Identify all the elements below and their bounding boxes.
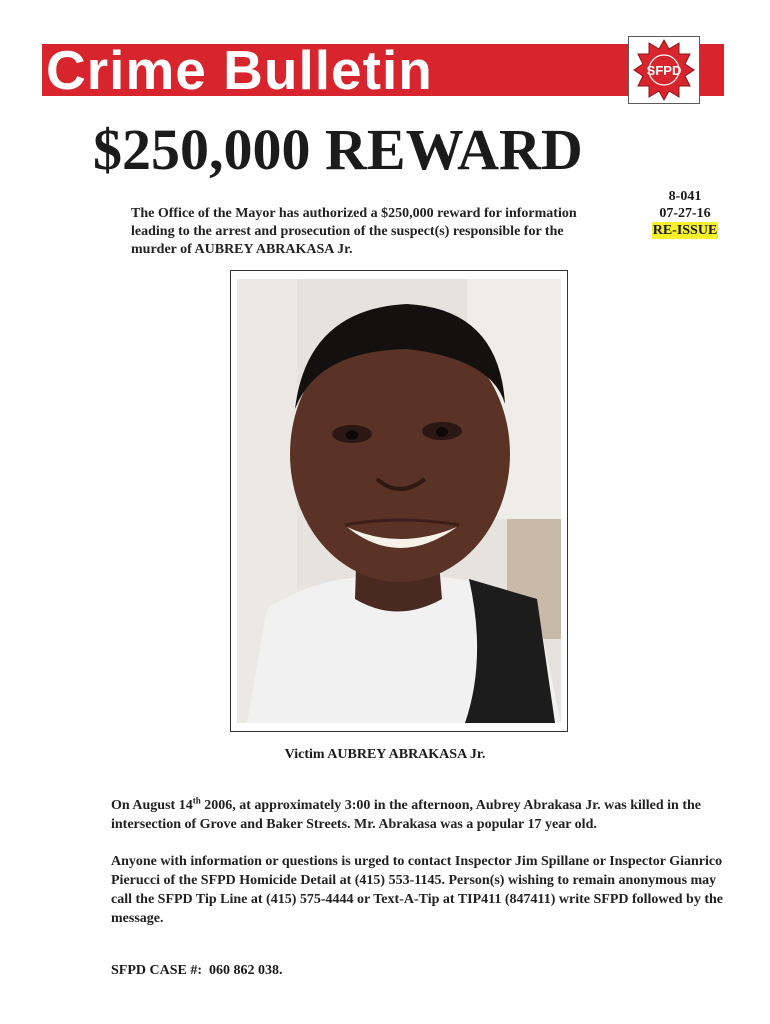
reissue-label: RE-ISSUE bbox=[652, 223, 718, 238]
incident-paragraph bbox=[111, 796, 723, 834]
case-info bbox=[630, 188, 740, 239]
incident-text-rest: 2006, at approximately 3:00 in the afternoon, Aubrey Abrakasa Jr. was killed in the intersection of Grove and Baker Streets. Mr. Abrakasa was a popular 17 year old. bbox=[111, 798, 701, 832]
victim-photo-frame bbox=[230, 270, 568, 732]
case-number-label: SFPD CASE #: bbox=[111, 963, 203, 978]
intro-line: The Office of the Mayor has authorized a $250,000 reward for information bbox=[131, 206, 577, 221]
sfpd-case-number bbox=[111, 962, 283, 980]
bulletin-date: 07-27-16 bbox=[659, 206, 711, 221]
bulletin-number: 8-041 bbox=[668, 189, 702, 204]
victim-photo bbox=[237, 279, 561, 723]
bulletin-title: Crime Bulletin bbox=[46, 39, 433, 101]
reward-intro-text bbox=[131, 205, 621, 259]
date-ordinal-suffix: th bbox=[192, 795, 201, 806]
intro-line: murder of AUBREY ABRAKASA Jr. bbox=[131, 242, 353, 257]
sfpd-badge-logo bbox=[628, 36, 700, 104]
crime-bulletin-banner bbox=[42, 39, 724, 101]
photo-caption: Victim AUBREY ABRAKASA Jr. bbox=[284, 747, 486, 762]
reward-headline: $250,000 REWARD bbox=[93, 117, 583, 182]
incident-text-start: On August 14 bbox=[111, 798, 193, 813]
sfpd-star-icon bbox=[631, 37, 697, 103]
badge-text: SFPD bbox=[646, 63, 682, 78]
intro-line: leading to the arrest and prosecution of the suspect(s) responsible for the bbox=[131, 224, 564, 239]
contact-paragraph: Anyone with information or questions is urged to contact Inspector Jim Spillane or Inspector Gianrico Pierucci of the SFPD Homicide Detail at (415) 553-1145. Person(s) wishing to remain anonymous may call the SFPD Tip Line at (415) 575-4444 or Text-A-Tip at TIP411 (847411) write SFPD followed by the message. bbox=[111, 854, 723, 926]
case-number-value: 060 862 038. bbox=[209, 963, 283, 978]
